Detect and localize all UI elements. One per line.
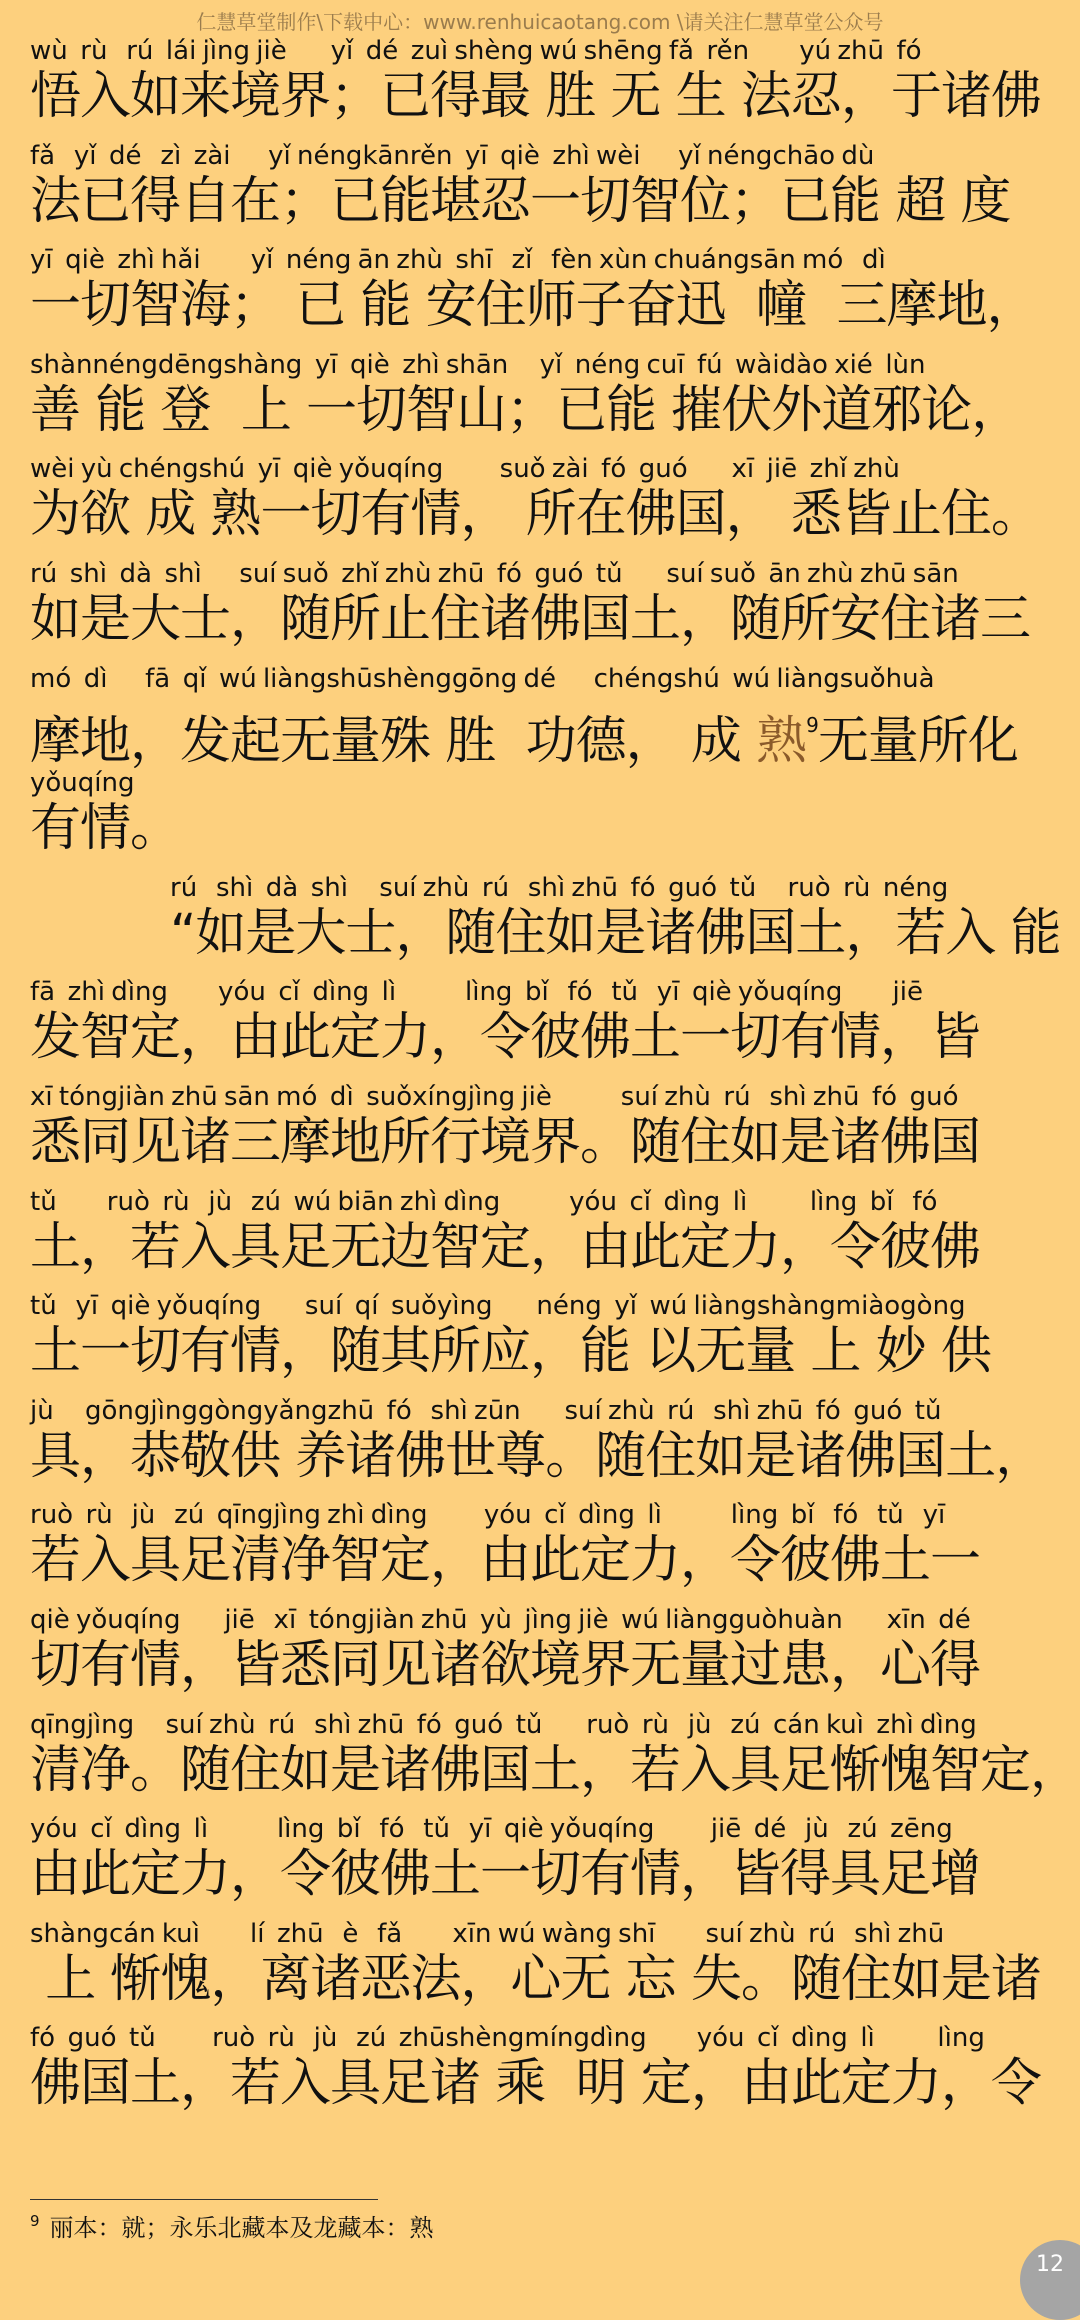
pinyin-row: jù gōngjìnggòngyǎngzhū fó shì zūn suí zhù rú shì zhū fó guó tǔ: [30, 1395, 942, 1426]
pinyin-row: ruò rù jù zú qīngjìng zhì dìng yóu cǐ dìng lì lìng bǐ fó tǔ yī: [30, 1500, 946, 1531]
pinyin-row: tǔ ruò rù jù zú wú biān zhì dìng yóu cǐ dìng lì lìng bǐ fó: [30, 1186, 938, 1217]
hanzi-row: 悉同见诸三摩地所行境界。随住如是诸佛国: [30, 1112, 981, 1172]
pinyin-row: rú shì dà shì suí zhù rú shì zhū fó guó tǔ ruò rù néng: [170, 872, 949, 903]
text-line-15: [30, 1500, 1050, 1605]
text-line-9: [30, 872, 1061, 978]
hanzi-row: 善 能 登 上 一切智山；已能 摧伏外道邪论，: [30, 380, 1022, 440]
footnote-text: 丽本：就；永乐北藏本及龙藏本：熟: [49, 2214, 434, 2242]
hanzi-row: “如是大士，随住如是诸佛国土，若入 能: [170, 903, 1061, 963]
text-line-1: [30, 36, 1050, 141]
hanzi-row: 切有情，皆悉同见诸欲境界无量过患，心得: [30, 1635, 981, 1695]
pinyin-row: fǎ yǐ dé zì zài yǐ néngkānrěn yī qiè zhì wèi yǐ néngchāo dù: [30, 140, 875, 171]
text-line-20: [30, 2023, 1050, 2128]
text-line-10: [30, 977, 1050, 1082]
hanzi-row: [30, 694, 1050, 771]
text-line-2: [30, 141, 1050, 246]
text-line-5: [30, 454, 1050, 559]
text-line-11: [30, 1082, 1050, 1187]
hanzi-row: 由此定力，令彼佛土一切有情，皆得具足增: [30, 1845, 981, 1905]
page-number: 12: [1036, 2252, 1064, 2277]
pinyin-row: tǔ yī qiè yǒuqíng suí qí suǒyìng néng yǐ wú liàngshàngmiàogòng: [30, 1291, 966, 1322]
text-line-6: [30, 559, 1050, 664]
text-line-8: [30, 768, 1050, 873]
pinyin-row: xī tóngjiàn zhū sān mó dì suǒxíngjìng jiè suí zhù rú shì zhū fó guó: [30, 1081, 959, 1112]
footnoted-character: 熟: [756, 711, 807, 771]
text-line-18: [30, 1814, 1050, 1919]
text-line-7: [30, 664, 1050, 769]
pinyin-row: wù rù rú lái jìng jiè yǐ dé zuì shèng wú shēng fǎ rěn yú zhū fó: [30, 36, 922, 66]
text-line-17: [30, 1709, 1080, 1815]
pinyin-row: yóu cǐ dìng lì lìng bǐ fó tǔ yī qiè yǒuqíng jiē dé jù zú zēng: [30, 1814, 953, 1845]
pinyin-row: fó guó tǔ ruò rù jù zú zhūshèngmíngdìng yóu cǐ dìng lì lìng: [30, 2023, 985, 2054]
pinyin-row: rú shì dà shì suí suǒ zhǐ zhù zhū fó guó tǔ suí suǒ ān zhù zhū sān: [30, 558, 959, 589]
footnote-reference[interactable]: 9: [806, 712, 818, 737]
hanzi-row: 为欲 成 熟一切有情， 所在佛国， 悉皆止住。: [30, 485, 1041, 545]
hanzi-row: 清净。随住如是诸佛国土，若入具足惭愧智定，: [30, 1740, 1080, 1800]
pinyin-row: shànnéngdēngshàng yī qiè zhì shān yǐ néng cuī fú wàidào xié lùn: [30, 349, 926, 380]
text-line-16: [30, 1605, 1050, 1710]
hanzi-row: 法已得自在；已能堪忍一切智位；已能 超 度: [30, 171, 1011, 231]
hanzi-row: 土一切有情，随其所应，能 以无量 上 妙 供: [30, 1322, 991, 1382]
hanzi-segment: 无量所化: [817, 711, 1018, 771]
pinyin-row: qiè yǒuqíng jiē xī tóngjiàn zhū yù jìng jiè wú liàngguòhuàn xīn dé: [30, 1604, 971, 1635]
footnote-divider: [30, 2199, 378, 2200]
pinyin-row: yǒuqíng: [30, 768, 135, 799]
hanzi-row: 上 惭愧，离诸恶法，心无 忘 失。随住如是诸: [30, 1949, 1041, 2009]
pinyin-row: wèi yù chéngshú yī qiè yǒuqíng suǒ zài fó guó xī jiē zhǐ zhù: [30, 454, 900, 485]
text-line-19: [30, 1919, 1050, 2024]
hanzi-row: 一切智海； 已 能 安住师子奋迅 幢 三摩地，: [30, 276, 1037, 336]
hanzi-row: 佛国土，若入具足诸 乘 明 定，由此定力，令: [30, 2054, 1041, 2114]
pinyin-row: mó dì fā qǐ wú liàngshūshènggōng dé chéngshú wú liàngsuǒhuà: [30, 663, 935, 694]
hanzi-row: 土，若入具足无边智定，由此定力，令彼佛: [30, 1217, 981, 1277]
pinyin-row: qīngjìng suí zhù rú shì zhū fó guó tǔ ruò rù jù zú cán kuì zhì dìng: [30, 1709, 977, 1740]
hanzi-row: 若入具足清净智定，由此定力，令彼佛土一: [30, 1531, 981, 1591]
hanzi-row: 悟入如来境界；已得最 胜 无 生 法忍，于诸佛: [30, 67, 1041, 126]
hanzi-row: 具，恭敬供 养诸佛世尊。随住如是诸佛国土，: [30, 1426, 1046, 1486]
pinyin-row: shàngcán kuì lí zhū è fǎ xīn wú wàng shī suí zhù rú shì zhū: [30, 1918, 945, 1949]
hanzi-segment: 摩地，发起无量殊 胜 功德， 成: [30, 711, 757, 771]
hanzi-row: 发智定，由此定力，令彼佛土一切有情，皆: [30, 1008, 981, 1068]
scripture-text: [30, 36, 1080, 2128]
text-line-4: [30, 350, 1050, 455]
text-line-3: [30, 245, 1050, 350]
text-line-14: [30, 1396, 1050, 1501]
page-header: 仁慧草堂制作\下载中心：www.renhuicaotang.com \请关注仁慧草堂公众号: [196, 10, 884, 34]
pinyin-row: yī qiè zhì hǎi yǐ néng ān zhù shī zǐ fèn xùn chuángsān mó dì: [30, 245, 886, 276]
pinyin-row: fā zhì dìng yóu cǐ dìng lì lìng bǐ fó tǔ yī qiè yǒuqíng jiē: [30, 977, 923, 1008]
hanzi-row: 有情。: [30, 799, 181, 859]
text-line-13: [30, 1291, 1050, 1396]
footnote-mark: 9: [30, 2212, 40, 2230]
hanzi-row: 如是大士，随所止住诸佛国土，随所安住诸三: [30, 589, 1031, 649]
text-line-12: [30, 1187, 1050, 1292]
footnote: [30, 2208, 434, 2243]
